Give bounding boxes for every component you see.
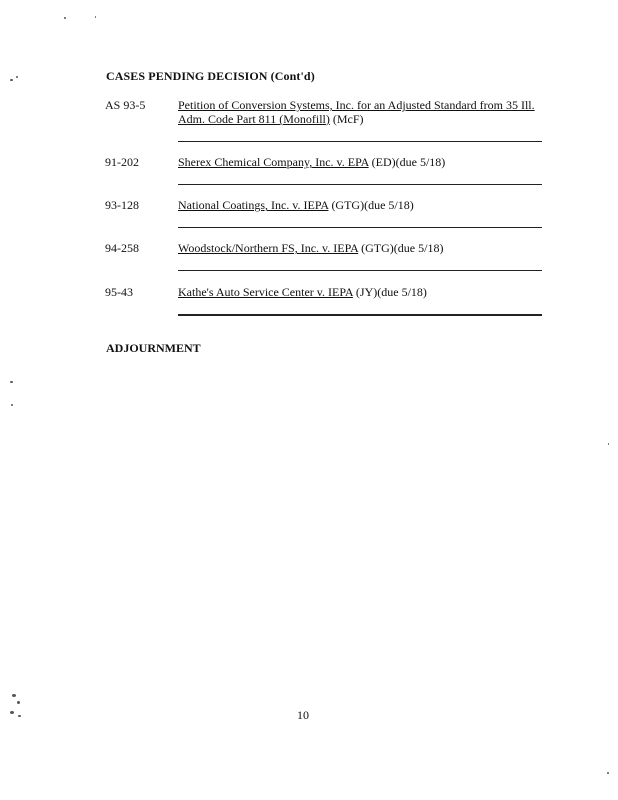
scan-speck (607, 772, 609, 774)
scan-speck (17, 701, 20, 704)
case-description (178, 155, 542, 169)
case-divider (178, 314, 542, 316)
case-entry (105, 98, 542, 146)
case-entry (105, 198, 542, 232)
case-suffix: (JY)(due 5/18) (352, 285, 427, 299)
case-number: 93-128 (105, 198, 139, 212)
case-description (178, 285, 542, 299)
case-entry (105, 241, 542, 275)
case-description (178, 241, 542, 255)
scan-speck (16, 76, 18, 78)
scan-speck (10, 79, 13, 81)
case-divider (178, 184, 542, 185)
case-number: 95-43 (105, 285, 133, 299)
case-suffix: (ED)(due 5/18) (368, 155, 446, 169)
case-number: 94-258 (105, 241, 139, 255)
scan-speck (10, 381, 13, 383)
case-suffix: (GTG)(due 5/18) (358, 241, 444, 255)
scan-speck (95, 16, 96, 18)
scan-speck (608, 443, 609, 445)
scan-speck (64, 17, 66, 19)
page-number: 10 (297, 708, 309, 722)
case-entry (105, 285, 542, 319)
adjournment-heading: ADJOURNMENT (106, 341, 201, 355)
scan-speck (10, 711, 14, 714)
case-divider (178, 141, 542, 142)
case-suffix: (GTG)(due 5/18) (328, 198, 414, 212)
scan-speck (12, 694, 16, 697)
scan-speck (18, 715, 21, 717)
case-description (178, 98, 542, 126)
case-number: AS 93-5 (105, 98, 146, 112)
section-heading: CASES PENDING DECISION (Cont'd) (106, 69, 315, 83)
case-entry (105, 155, 542, 189)
case-divider (178, 270, 542, 271)
case-suffix: (McF) (329, 112, 364, 126)
case-title: Sherex Chemical Company, Inc. v. EPA (178, 155, 369, 169)
scan-speck (11, 404, 13, 406)
case-title: National Coatings, Inc. v. IEPA (178, 198, 329, 212)
case-title: Kathe's Auto Service Center v. IEPA (178, 285, 353, 299)
case-number: 91-202 (105, 155, 139, 169)
case-description (178, 198, 542, 212)
case-title: Woodstock/Northern FS, Inc. v. IEPA (178, 241, 359, 255)
case-divider (178, 227, 542, 228)
case-title: Petition of Conversion Systems, Inc. for an Adjusted Standard from 35 Ill. Adm. Code Part 811 (Monofill) (178, 98, 535, 126)
